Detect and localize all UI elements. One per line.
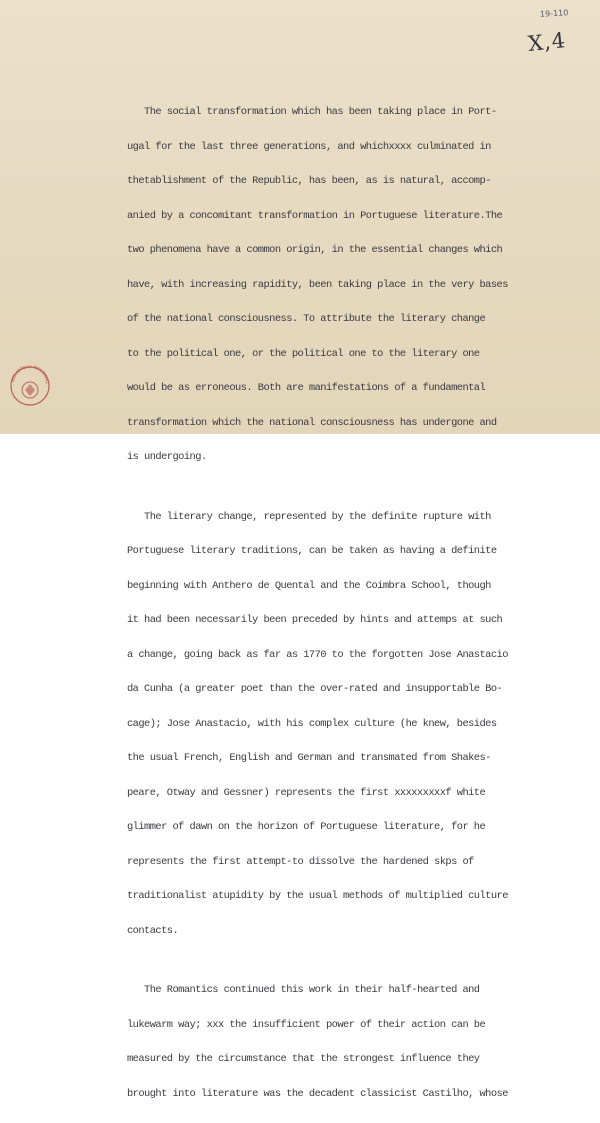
body-line: would be as erroneous. Both are manifestations of a fundamental	[127, 382, 486, 394]
body-line: is undergoing.	[127, 451, 207, 463]
body-line: The social transformation which has been taking place in Port-	[127, 106, 497, 118]
body-line: have, with increasing rapidity, been taking place in the very bases	[127, 278, 508, 291]
body-line: it had been necessarily been preceded by hints and attemps at such	[127, 614, 503, 626]
body-line: lukewarm way; xxx the insufficient power of their action can be	[127, 1018, 486, 1031]
body-line: two phenomena have a common origin, in the essential changes which	[127, 244, 503, 256]
typewritten-body	[127, 84, 572, 1123]
body-line: transformation which the national consciousness has undergone and	[127, 416, 497, 429]
body-line: traditionalist atupidity by the usual methods of multiplied culture	[127, 890, 508, 902]
paragraph-gap	[127, 960, 572, 962]
body-line: peare, Otway and Gessner) represents the first xxxxxxxxxf white	[127, 786, 486, 799]
handwritten-page-mark: X,4	[526, 28, 568, 56]
body-line: measured by the circumstance that the strongest influence they	[127, 1053, 480, 1065]
body-line: represents the first attempt-to dissolve the hardened skps of	[127, 855, 474, 868]
body-line: to the political one, or the political one to the literary one	[127, 347, 480, 360]
body-line: thetablishment of the Republic, has been, as is natural, accomp-	[127, 175, 491, 187]
body-line: ugal for the last three generations, and whichxxxx culminated in	[127, 140, 491, 153]
stamp-text: BIBLIOTECA NACIONAL	[10, 363, 51, 385]
body-line: beginning with Anthero de Quental and the Coimbra School, though	[127, 579, 491, 592]
library-stamp	[8, 360, 52, 412]
body-line: glimmer of dawn on the horizon of Portuguese literature, for he	[127, 821, 486, 833]
body-line: the usual French, English and German and transmated from Shakes-	[127, 752, 491, 764]
body-line: The literary change, represented by the definite rupture with	[127, 510, 491, 523]
body-line: anied by a concomitant transformation in Portuguese literature.The	[127, 209, 503, 222]
body-line: The Romantics continued this work in their half-hearted and	[127, 984, 480, 996]
paragraph-gap	[127, 487, 572, 489]
body-line: Portuguese literary traditions, can be taken as having a definite	[127, 545, 497, 557]
body-line: brought into literature was the decadent classicist Castilho, whose	[127, 1087, 508, 1100]
body-line: contacts.	[127, 924, 179, 937]
body-line: cage); Jose Anastacio, with his complex culture (he knew, besides	[127, 717, 497, 730]
body-line: da Cunha (a greater poet than the over-rated and insupportable Bo-	[127, 683, 503, 695]
body-line: of the national consciousness. To attribute the literary change	[127, 313, 486, 325]
archive-reference-number: 19-110	[539, 8, 569, 19]
body-line: a change, going back as far as 1770 to the forgotten Jose Anastacio	[127, 648, 508, 661]
